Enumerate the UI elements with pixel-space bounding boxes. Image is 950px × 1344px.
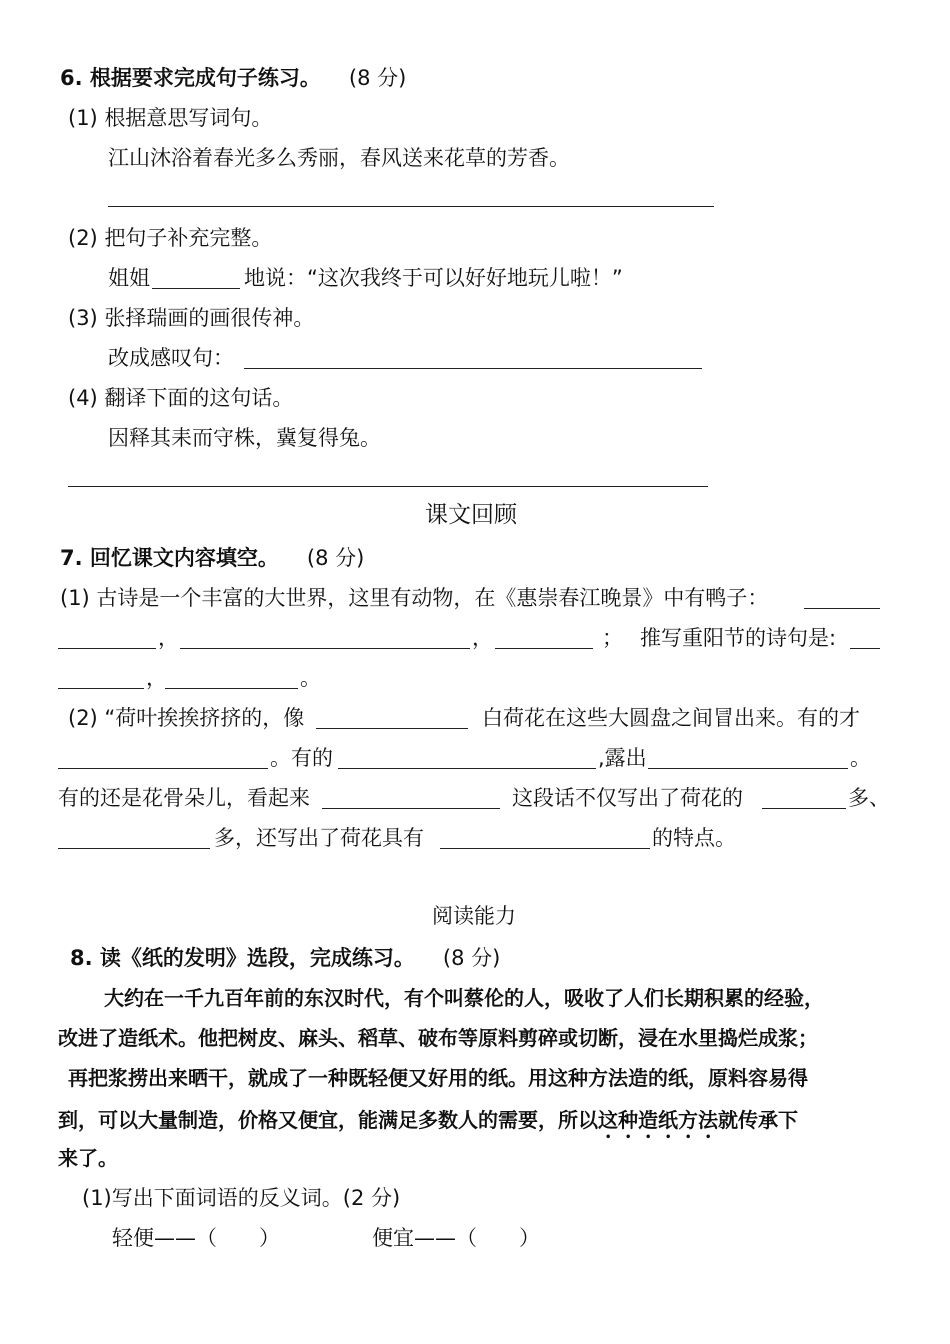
section-title-review: 课文回顾 — [425, 502, 517, 528]
q7-p2-f: 有的还是花骨朵儿，看起来 — [58, 786, 310, 810]
q8-para-line-1: 大约在一千九百年前的东汉时代，有个叫蔡伦的人，吸收了人们长期积累的经验， — [104, 986, 824, 1010]
q8-para-line-3: 再把浆捞出来晒干，就成了一种既轻便又好用的纸。用这种方法造的纸，原料容易得 — [68, 1066, 808, 1090]
q7-blank-12[interactable] — [322, 808, 500, 809]
q6-p3-label: (3) — [68, 306, 98, 330]
q7-title — [60, 548, 364, 569]
q7-period-1: 。 — [300, 666, 321, 690]
q6-p2-b: 地说：“这次我终于可以好好地玩儿啦！” — [244, 266, 623, 290]
q8-score: (8 分) — [442, 946, 501, 970]
q7-blank-7[interactable] — [165, 688, 298, 689]
q7-score: (8 分) — [306, 546, 365, 570]
q7-blank-3[interactable] — [180, 648, 470, 649]
q8-line4-a: 到，可以大量制造，价格又便宜，能满足多数人的需要，所以 — [58, 1108, 598, 1132]
q6-p4-sentence: 因释其耒而守株，冀复得兔。 — [108, 426, 381, 450]
q7-blank-13[interactable] — [762, 808, 846, 809]
q7-blank-10[interactable] — [338, 768, 596, 769]
q6-p3-answer-line[interactable] — [244, 368, 702, 369]
q6-p4-text: 翻译下面的这句话。 — [104, 386, 294, 410]
q6-part1 — [68, 108, 272, 129]
q7-comma-1: ， — [158, 626, 179, 650]
q6-part3 — [68, 308, 314, 329]
q8-line4-c: 就传承下 — [718, 1108, 798, 1132]
q6-p1-sentence: 江山沐浴着春光多么秀丽，春风送来花草的芳香。 — [108, 146, 570, 170]
q7-blank-2[interactable] — [58, 648, 156, 649]
q7-comma-3: ， — [146, 666, 167, 690]
q7-blank-4[interactable] — [495, 648, 593, 649]
q7-p1-text: (1) 古诗是一个丰富的大世界，这里有动物，在《惠崇春江晚景》中有鸭子： — [60, 586, 769, 610]
q7-title-text: 7. 回忆课文内容填空。 — [60, 546, 279, 570]
q7-p2-b: 白荷花在这些大圆盘之间冒出来。有的才 — [482, 706, 860, 730]
q8-para-line-4 — [58, 1108, 798, 1143]
q8-word1[interactable]: 轻便——（ ） — [112, 1226, 280, 1250]
q8-para-line-5: 来了。 — [58, 1146, 118, 1170]
q8-word2[interactable]: 便宜——（ ） — [372, 1226, 540, 1250]
q6-part4 — [68, 388, 293, 409]
q7-p2-i: 多，还写出了荷花具有 — [214, 826, 424, 850]
q6-p2-a: 姐姐 — [108, 266, 150, 290]
q7-blank-14[interactable] — [58, 848, 210, 849]
q6-p1-text: 根据意思写词句。 — [104, 106, 273, 130]
q6-p1-label: (1) — [68, 106, 98, 130]
q7-blank-6[interactable] — [58, 688, 144, 689]
q8-line4-emphasis: 这种造纸方法 — [598, 1108, 718, 1132]
q6-p3-prompt: 改成感叹句： — [108, 346, 234, 370]
q7-blank-8[interactable] — [316, 728, 468, 729]
q6-p4-label: (4) — [68, 386, 98, 410]
q6-p2-blank[interactable] — [152, 288, 240, 289]
q7-p1-b: 推写重阳节的诗句是: — [640, 626, 837, 650]
q6-title — [60, 68, 406, 89]
q7-blank-9[interactable] — [58, 768, 268, 769]
q6-p4-answer-line[interactable] — [68, 486, 708, 487]
q6-p1-answer-line[interactable] — [108, 206, 714, 207]
q6-p2-text: 把句子补充完整。 — [104, 226, 273, 250]
q8-para-line-2: 改进了造纸术。他把树皮、麻头、稻草、破布等原料剪碎或切断，浸在水里捣烂成浆； — [58, 1026, 818, 1050]
q7-blank-11[interactable] — [648, 768, 848, 769]
q7-blank-5[interactable] — [850, 648, 880, 649]
q7-p2-j: 的特点。 — [652, 826, 736, 850]
q7-blank-1[interactable] — [804, 608, 880, 609]
q8-sub1: (1)写出下面词语的反义词。(2 分) — [82, 1186, 401, 1210]
q7-p2-d: ,露出 — [598, 746, 647, 770]
q6-title-text: 6. 根据要求完成句子练习。 — [60, 66, 321, 90]
q6-part2 — [68, 228, 272, 249]
section-title-reading: 阅读能力 — [432, 904, 516, 928]
q6-p3-text: 张择瑞画的画很传神。 — [104, 306, 315, 330]
q6-score: (8 分) — [348, 66, 407, 90]
q7-blank-15[interactable] — [440, 848, 650, 849]
q7-p2-g: 这段话不仅写出了荷花的 — [512, 786, 743, 810]
q7-p2-a: (2) “荷叶挨挨挤挤的，像 — [68, 706, 305, 730]
q8-title — [70, 948, 500, 969]
q7-comma-2: ， — [472, 626, 493, 650]
q7-p2-h: 多、 — [848, 786, 890, 810]
q6-p2-label: (2) — [68, 226, 98, 250]
q7-semicolon: ； — [602, 626, 623, 650]
q7-p2-e: 。 — [850, 746, 871, 770]
q7-p2-c: 。有的 — [270, 746, 333, 770]
q8-title-text: 8. 读《纸的发明》选段，完成练习。 — [70, 946, 415, 970]
